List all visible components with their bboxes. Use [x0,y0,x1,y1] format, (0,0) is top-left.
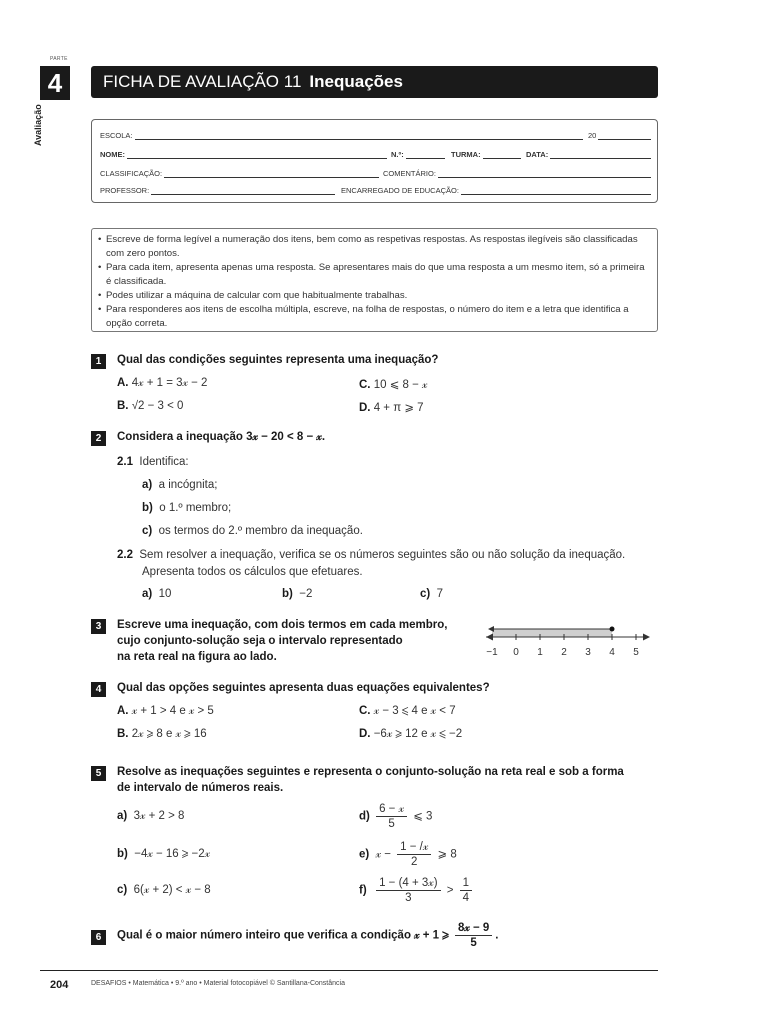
part-label: PARTE [50,56,68,62]
tick-label: 5 [633,647,639,658]
q2-sub2-line2: Apresenta todos os cálculos que efetuares. [142,566,363,578]
q2-sub1-a: a) a incógnita; [142,479,218,491]
number-line-figure [484,622,654,662]
q2-sub2-b: b) −2 [282,588,313,600]
q5-item-a: a) 3𝓍 + 2 > 8 [117,810,185,822]
question-3-line3: na reta real na figura ao lado. [117,651,277,663]
section-label: Avaliação [33,104,43,146]
footer-rule [40,970,658,971]
question-6-number: 6 [91,930,106,945]
q1-option-a[interactable]: A. 4𝓍 + 1 = 3𝓍 − 2 [117,377,208,389]
tick-label: 4 [609,647,615,658]
question-5-line2: de intervalo de números reais. [117,782,284,794]
escola-field[interactable]: ESCOLA: [100,128,583,140]
numero-field[interactable]: N.º: [391,147,445,159]
comentario-field[interactable]: COMENTÁRIO: [383,166,651,178]
q2-sub1-c: c) os termos do 2.º membro da inequação. [142,525,363,537]
question-3-number: 3 [91,619,106,634]
q2-sub1-b: b) o 1.º membro; [142,502,232,514]
student-info-form [91,119,658,203]
question-3-line2: cujo conjunto-solução seja o intervalo representado [117,635,403,647]
q5-item-b: b) −4𝓍 − 16 ⩾ −2𝓍 [117,848,211,860]
part-number: 4 [40,66,70,100]
instruction-item: • Para cada item, apresenta apenas uma resposta. Se apresentares mais do que uma resposta a um mesmo item, só a primeira é classificada. [98,262,645,287]
question-2-number: 2 [91,431,106,446]
tick-label: 2 [561,647,567,658]
q4-option-c[interactable]: C. 𝓍 − 3 ⩽ 4 e 𝓍 < 7 [359,705,456,717]
q2-sub1: 2.1 Identifica: [117,456,189,468]
question-6-text: Qual é o maior número inteiro que verifica a condição 𝓍 + 1 ⩾ $\frac{\text{8𝓍 − 9}}{5}$ . [117,922,499,949]
q2-sub2-c: c) 7 [420,588,444,600]
question-5-number: 5 [91,766,106,781]
q1-option-d[interactable]: D. 4 + π ⩾ 7 [359,402,424,414]
instruction-item: • Escreve de forma legível a numeração dos itens, bem como as respetivas respostas. As respostas ilegíveis são classificadas com zero pontos. [98,234,638,259]
nome-field[interactable]: NOME: [100,147,387,159]
footer-text: DESAFIOS • Matemática • 9.º ano • Material fotocopiável © Santillana-Constância [91,980,345,987]
q2-sub2: 2.2 Sem resolver a inequação, verifica se os números seguintes são ou não solução da inequação. [117,549,626,561]
q1-option-c[interactable]: C. 10 ⩽ 8 − 𝓍 [359,379,428,391]
instructions-box [91,228,658,332]
question-5-line1: Resolve as inequações seguintes e representa o conjunto-solução na reta real e sob a forma [117,766,624,778]
year-field[interactable]: 20 [588,128,651,140]
question-4-text: Qual das opções seguintes apresenta duas equações equivalentes? [117,682,490,694]
tick-label: 0 [513,647,519,658]
instruction-item: • Para responderes aos itens de escolha múltipla, escreve, na folha de respostas, o número do item e a letra que identifica a opção correta. [98,304,629,329]
title-bar [91,66,658,98]
tick-label: 3 [585,647,591,658]
right-arrow-icon [643,634,650,641]
tick-label: 1 [537,647,543,658]
turma-field[interactable]: TURMA: [451,147,521,159]
question-1-text: Qual das condições seguintes representa uma inequação? [117,354,439,366]
page-number: 204 [50,979,69,991]
question-3-line1: Escreve uma inequação, com dois termos em cada membro, [117,619,448,631]
q5-item-e: e) 𝓍 − $\frac{\text{1 − /𝓍}}{2}$ ⩾ 8 [359,841,457,868]
classificacao-field[interactable]: CLASSIFICAÇÃO: [100,166,379,178]
q4-option-a[interactable]: A. 𝓍 + 1 > 4 e 𝓍 > 5 [117,705,214,717]
data-field[interactable]: DATA: [526,147,651,159]
question-2-text: Considera a inequação 3𝓍 − 20 < 8 − 𝓍. [117,431,326,443]
q4-option-b[interactable]: B. 2𝓍 ⩾ 8 e 𝓍 ⩾ 16 [117,728,207,740]
q1-option-b[interactable]: B. √2 − 3 < 0 [117,400,184,412]
q5-item-f: f) $\frac{\text{1 − (4 + 3𝓍)}}{3}$ > $\frac{1}{4}$ [359,876,475,905]
interval-shading [492,629,612,637]
instruction-item: • Podes utilizar a máquina de calcular com que habitualmente trabalhas. [98,290,408,301]
professor-field[interactable]: PROFESSOR: [100,183,335,195]
encarregado-field[interactable]: ENCARREGADO DE EDUCAÇÃO: [341,183,651,195]
q4-option-d[interactable]: D. −6𝓍 ⩾ 12 e 𝓍 ⩽ −2 [359,728,463,740]
q5-item-c: c) 6(𝓍 + 2) < 𝓍 − 8 [117,884,211,896]
question-1-number: 1 [91,354,106,369]
closed-endpoint [610,627,615,632]
question-4-number: 4 [91,682,106,697]
title-bold: Inequações [309,72,403,91]
q2-sub2-a: a) 10 [142,588,172,600]
tick-label: −1 [486,647,498,658]
interval-arrow-icon [488,626,494,632]
title-light: FICHA DE AVALIAÇÃO 11 [103,72,302,91]
q5-item-d: d) $\frac{\text{6 − 𝓍}}{5}$ ⩽ 3 [359,803,433,830]
